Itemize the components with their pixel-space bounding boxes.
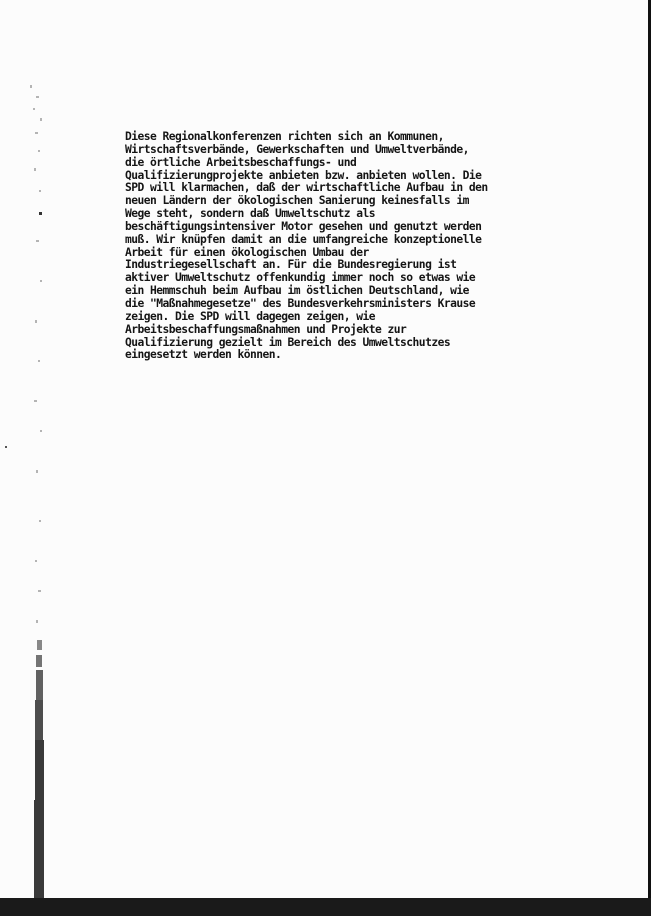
- body-paragraph: [125, 131, 545, 362]
- text-line: Wirtschaftsverbände, Gewerkschaften und Umweltverbände,: [125, 142, 469, 156]
- text-line: die örtliche Arbeitsbeschaffungs- und: [125, 155, 357, 169]
- text-line: Qualifizierungprojekte anbieten bzw. anbieten wollen. Die: [125, 168, 482, 182]
- text-line: Arbeitsbeschaffungsmaßnahmen und Projekte zur: [125, 322, 407, 336]
- text-line: Wege steht, sondern daß Umweltschutz als: [125, 207, 376, 221]
- text-line: aktiver Umweltschutz offenkundig immer noch so etwas wie: [125, 271, 476, 285]
- scan-binding-edge: [0, 0, 56, 916]
- text-line: neuen Ländern der ökologischen Sanierung keinesfalls im: [125, 194, 469, 208]
- text-line: Industriegesellschaft an. Für die Bundesregierung ist: [125, 258, 457, 272]
- text-line: beschäftigungsintensiver Motor gesehen und genutzt werden: [125, 219, 482, 233]
- text-line: zeigen. Die SPD will dagegen zeigen, wie: [125, 309, 376, 323]
- text-line: SPD will klarmachen, daß der wirtschaftliche Aufbau in den: [125, 181, 488, 195]
- text-line: Arbeit für einen ökologischen Umbau der: [125, 245, 369, 259]
- text-line: eingesetzt werden können.: [125, 348, 282, 362]
- text-line: Diese Regionalkonferenzen richten sich an Kommunen,: [125, 130, 444, 143]
- text-line: muß. Wir knüpfen damit an die umfangreiche konzeptionelle: [125, 232, 482, 246]
- text-line: ein Hemmschuh beim Aufbau im östlichen Deutschland, wie: [125, 284, 469, 298]
- text-line: Qualifizierung gezielt im Bereich des Umweltschutzes: [125, 335, 451, 349]
- scan-bottom-border: [0, 898, 651, 916]
- text-line: die "Maßnahmegesetze" des Bundesverkehrsministers Krause: [125, 296, 476, 310]
